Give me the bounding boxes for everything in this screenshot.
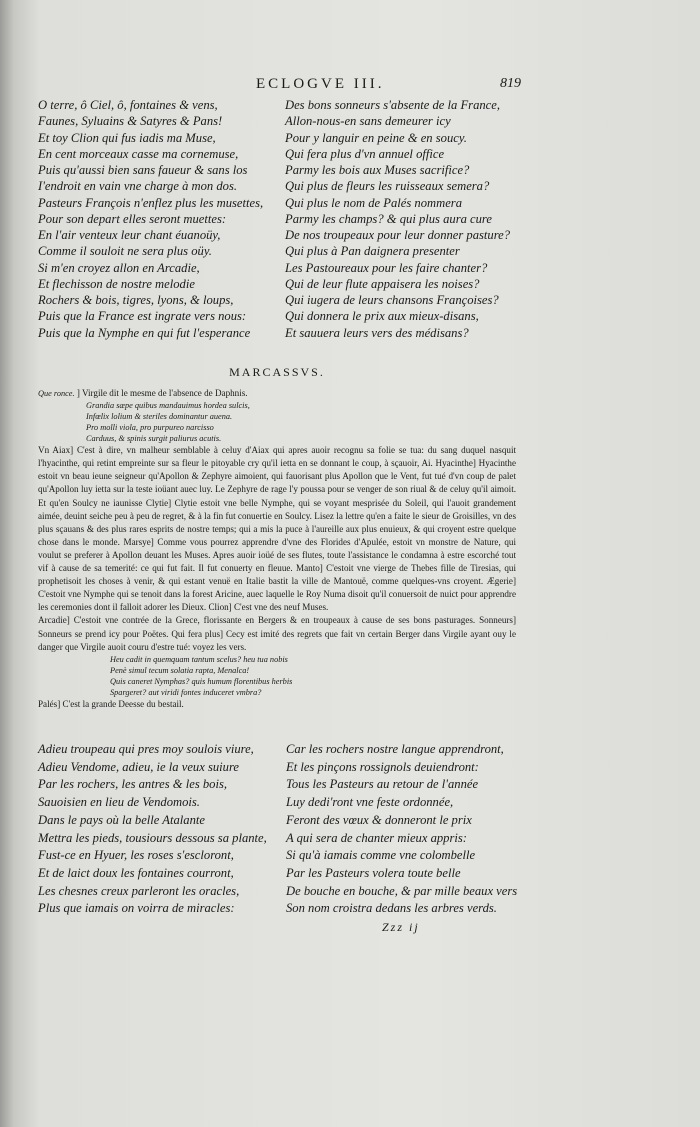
verse-line: Qui plus de fleurs les ruisseaux semera? [285, 179, 490, 194]
verse-line: Et toy Clion qui fus iadis ma Muse, [38, 130, 216, 145]
verse-line: De bouche en bouche, & par mille beaux vers [286, 883, 518, 898]
verse-line: Qui iugera de leurs chansons Françoises? [285, 293, 499, 307]
verse-line: Puis que la Nymphe en qui fut l'esperance [38, 325, 251, 340]
verse-line: Qui plus le nom de Palés nommera [285, 195, 462, 210]
commentary-paragraph: Palés] C'est la grande Deesse du bestail. [38, 698, 184, 709]
verse-line: Adieu troupeau qui pres moy soulois viure, [38, 742, 254, 756]
verse-line: Plus que iamais on voirra de miracles: [38, 901, 235, 916]
verse-line: Comme il souloit ne sera plus oüy. [38, 244, 212, 259]
verse-line: Qui donnera le prix aux mieux-disans, [285, 309, 479, 324]
verse-block-top [38, 97, 518, 352]
note-text: ] Virgile dit le mesme de l'absence de Daphnis. [76, 388, 248, 399]
verse-line: Si qu'à iamais comme vne colombelle [286, 848, 476, 863]
verse-line: Qui de leur flute appaisera les noises? [285, 276, 480, 291]
verse-line: Si m'en croyez allon en Arcadie, [38, 260, 200, 275]
quote-line: Infœlix lolium & steriles dominantur auena. [86, 412, 233, 422]
verse-block-bottom [38, 741, 518, 926]
verse-line: Et de laict doux les fontaines courront, [38, 865, 234, 880]
verse-line: Qui plus à Pan daignera presenter [285, 244, 460, 259]
verse-column-left [38, 97, 278, 341]
verse-line: Son nom croistra dedans les arbres verds. [286, 901, 497, 916]
quote-line: Grandia sæpe quibus mandauimus hordea sulcis, [86, 401, 250, 411]
verse-line: Des bons sonneurs s'absente de la France, [285, 98, 501, 112]
verse-line: Pasteurs François n'enflez plus les musettes, [38, 195, 264, 210]
quote-line: Heu cadit in quemquam tantum scelus? heu tua nobis [110, 654, 288, 664]
verse-line: En l'air venteux leur chant éuanoüy, [38, 228, 221, 242]
verse-line: A qui sera de chanter mieux appris: [286, 830, 467, 845]
running-head [0, 76, 700, 98]
note-lemma: Que ronce. [38, 389, 75, 399]
quote-line: Spargeret? aut viridi fontes induceret vmbra? [110, 687, 262, 697]
verse-line: Mettra les pieds, tousiours dessous sa plante, [38, 830, 267, 845]
verse-line: Rochers & bois, tigres, lyons, & loups, [38, 293, 234, 307]
verse-line: Tous les Pasteurs au retour de l'année [286, 777, 479, 792]
verse-column-right [286, 741, 526, 918]
commentary-title: MARCASSVS. [229, 365, 325, 379]
verse-line: Faunes, Syluains & Satyres & Pans! [38, 114, 223, 129]
commentary-paragraph: Arcadie] C'estoit vne contrée de la Grece, florissante en Bergers & en troupeaux à cause de ses bons pasturages. Sonneurs] Sonneurs se prend icy pour Poëtes. Qui fera plus] Cecy est imité des regrets que fait vn certain Berger dans Virgile ayant ouy le danger que Virgile auoit couru d'estre tué: voyez les vers. [38, 615, 516, 652]
verse-line: Et sauuera leurs vers des médisans? [285, 325, 469, 340]
verse-line: Fust-ce en Hyuer, les roses s'escloront, [38, 848, 234, 863]
verse-line: Dans le pays où la belle Atalante [38, 812, 205, 827]
quote-line: Penè simul tecum solatia rapta, Menalca! [110, 665, 250, 675]
verse-line: I'endroit en vain vne charge à mon dos. [38, 179, 238, 194]
verse-column-right [285, 97, 525, 341]
verse-line: Les Pastoureaux pour les faire chanter? [285, 260, 488, 275]
verse-line: Parmy les bois aux Muses sacrifice? [285, 163, 470, 177]
printer-signature: Zzz ij [382, 920, 420, 934]
verse-line: Pour y languir en peine & en soucy. [285, 130, 467, 145]
verse-line: Puis que la France est ingrate vers nous: [38, 309, 247, 324]
verse-line: Puis qu'aussi bien sans faueur & sans los [38, 163, 248, 177]
verse-line: Allon-nous-en sans demeurer icy [285, 114, 451, 129]
commentary-paragraph: Vn Aiax] C'est à dire, vn malheur semblable à celuy d'Aiax qui apres auoir recognu sa folie se tua: du sang duquel nasquit l'hyacinthe, qui retint empreinte sur sa fleur le pitoyable cry qu'il ietta en se donnant le coup, à sçauoir, Ai. Hyacinthe] Hyacinthe estoit vn beau ieune seigneur qu'Apollon & Zephyre aimoient, qui fauorisant plus Apollon que le Vent, fut tué d'vn coup de palet qu'Apollon luy ietta sur la teste ioüant auec luy. Le Zephyre de rage l'y poussa pour se venger de son riual & de celuy qu'il aimoit. Et qu'en Soulcy ne iaunisse Clytie] Clytie estoit vne belle Nymphe, qui se voyant mesprisée du Soleil, qui l'auoit grandement aimée, deuint seiche peu à peu de regret, & à la fin fut conuertie en Soulcy. Lisez la lettre qu'en a faite le sieur de Groisilles, vn des plus sçauans & des plus rares esprits de nostre temps; qui a mis la puce à l'aureille aux plus enuieux, & qui croyent estre quelque chose dans le monde. Marsye] Comme vous pourrez apprendre d'vne des Florides d'Apulée, estoit vn monstre de Nature, qui voulut se preferer à Apollon deuant les Muses. Apres auoir ioüé de ses flutes, toute l'assistance le condamna à estre escorché tout vif à cause de sa temerité: ce qui fut fait. Il fut conuerty en fleuue. Manto] C'estoit vne vierge de Thebes fille de Tiresias, qui prophetisoit les choses à venir, & qui estant venuë en Italie bastit la ville de Mantouë, comme quelques-vns croyent. Ægerie] C'estoit vne Nymphe qui se tenoit dans la forest Aricine, auec laquelle le Roy Numa disoit qu'il conuersoit de nuict pour apprendre les ceremonies dont il falloit adorer les Dieux. Clion] C'est vne des neuf Muses. [38, 445, 516, 613]
verse-line: Luy dedi'ront vne feste ordonnée, [286, 795, 454, 810]
verse-line: Pour son depart elles seront muettes: [38, 211, 227, 226]
verse-line: En cent morceaux casse ma cornemuse, [38, 146, 239, 161]
verse-line: Parmy les champs? & qui plus aura cure [285, 211, 492, 226]
verse-column-left [38, 741, 278, 918]
verse-line: Et flechisson de nostre melodie [38, 276, 195, 291]
latin-quote [38, 654, 516, 698]
quote-line: Quis caneret Nymphas? quis humum florentibus herbis [110, 676, 293, 686]
commentary [38, 366, 516, 711]
verse-line: Feront des vœux & donneront le prix [286, 812, 472, 827]
verse-line: Qui fera plus d'vn annuel office [285, 146, 445, 161]
verse-line: Et les pinçons rossignols deuiendront: [286, 759, 479, 774]
verse-line: Car les rochers nostre langue apprendront, [286, 742, 504, 756]
verse-line: Par les Pasteurs volera toute belle [286, 865, 461, 880]
verse-line: Adieu Vendome, adieu, ie la veux suiure [38, 759, 239, 774]
quote-line: Pro molli viola, pro purpureo narcisso [86, 423, 214, 433]
latin-quote [38, 400, 516, 444]
page-number: 819 [500, 76, 521, 91]
verse-line: Par les rochers, les antres & les bois, [38, 777, 228, 792]
verse-line: O terre, ô Ciel, ô, fontaines & vens, [38, 98, 218, 112]
verse-line: Les chesnes creux parleront les oracles, [38, 883, 240, 898]
running-title: ECLOGVE III. [256, 76, 385, 92]
verse-line: De nos troupeaux pour leur donner pasture? [285, 228, 511, 242]
commentary-note [38, 387, 516, 400]
verse-line: Sauoisien en lieu de Vendomois. [38, 795, 200, 810]
quote-line: Carduus, & spinis surgit paliurus acutis. [86, 434, 222, 444]
